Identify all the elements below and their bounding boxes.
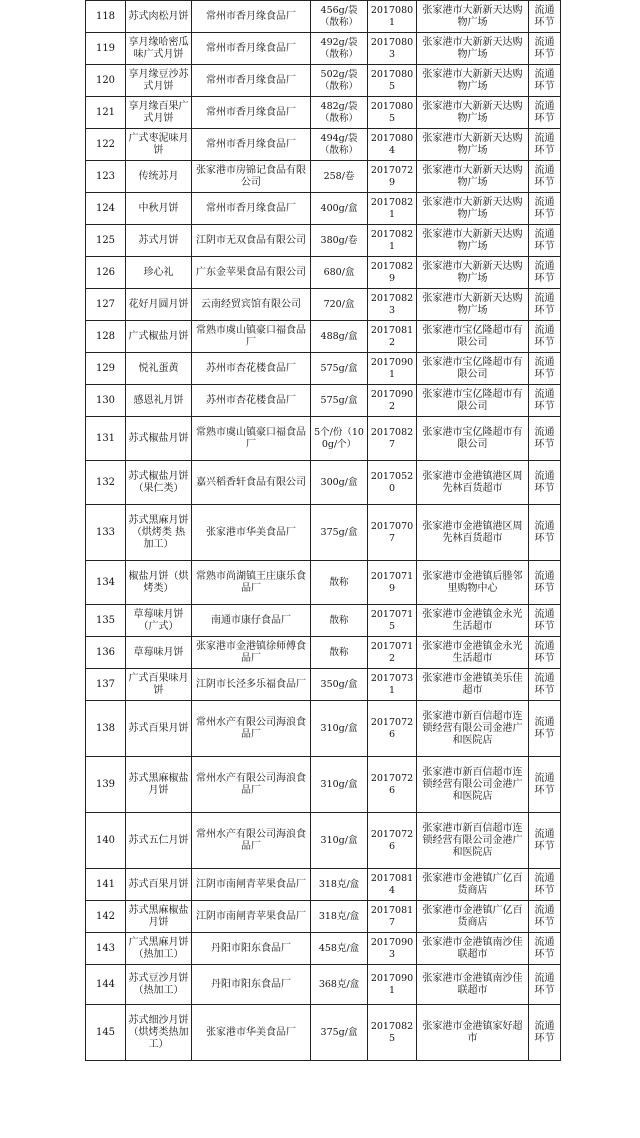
- row-number-cell: 144: [86, 965, 126, 1005]
- production-date-cell: 20170726: [368, 757, 417, 813]
- production-date-cell: 20170829: [368, 257, 417, 289]
- manufacturer-cell: 江阴市南闸青苹果食品厂: [192, 869, 311, 901]
- table-row: [86, 65, 561, 97]
- sampling-place-cell: 张家港市金港镇金永光生活超市: [417, 637, 529, 669]
- production-date-cell: 20170707: [368, 505, 417, 561]
- manufacturer-cell: 丹阳市阳东食品厂: [192, 933, 311, 965]
- sampling-place-cell: 张家港市金港镇广亿百货商店: [417, 901, 529, 933]
- sampling-place-cell: 张家港市新百信超市连锁经营有限公司金港广和医院店: [417, 813, 529, 869]
- production-date-cell: 20170805: [368, 65, 417, 97]
- row-number-cell: 120: [86, 65, 126, 97]
- production-date-cell: 20170901: [368, 353, 417, 385]
- product-name-cell: 珍心礼: [126, 257, 192, 289]
- sampling-link-cell: 流通环节: [529, 321, 561, 353]
- specification-cell: 720/盒: [311, 289, 368, 321]
- production-date-cell: 20170719: [368, 561, 417, 605]
- sampling-link-cell: 流通环节: [529, 637, 561, 669]
- sampling-place-cell: 张家港市金港镇广亿百货商店: [417, 869, 529, 901]
- row-number-cell: 138: [86, 701, 126, 757]
- row-number-cell: 133: [86, 505, 126, 561]
- sampling-place-cell: 张家港市大新新天达购物广场: [417, 33, 529, 65]
- row-number-cell: 124: [86, 193, 126, 225]
- sampling-place-cell: 张家港市大新新天达购物广场: [417, 225, 529, 257]
- table-row: [86, 813, 561, 869]
- sampling-link-cell: 流通环节: [529, 669, 561, 701]
- product-name-cell: 广式椒盐月饼: [126, 321, 192, 353]
- table-row: [86, 353, 561, 385]
- product-name-cell: 苏式黑麻月饼（烘烤类 热加工）: [126, 505, 192, 561]
- production-date-cell: 20170520: [368, 461, 417, 505]
- product-name-cell: 草莓味月饼: [126, 637, 192, 669]
- manufacturer-cell: 张家港市华美食品厂: [192, 505, 311, 561]
- specification-cell: 502g/袋（散称）: [311, 65, 368, 97]
- row-number-cell: 130: [86, 385, 126, 417]
- table-row: [86, 161, 561, 193]
- sampling-link-cell: 流通环节: [529, 901, 561, 933]
- manufacturer-cell: 张家港市华美食品厂: [192, 1005, 311, 1061]
- production-date-cell: 20170901: [368, 965, 417, 1005]
- row-number-cell: 126: [86, 257, 126, 289]
- sampling-link-cell: 流通环节: [529, 353, 561, 385]
- table-row: [86, 321, 561, 353]
- row-number-cell: 141: [86, 869, 126, 901]
- manufacturer-cell: 常熟市虞山镇豪口福食品厂: [192, 321, 311, 353]
- table-row: [86, 605, 561, 637]
- table-row: [86, 637, 561, 669]
- specification-cell: 380g/卷: [311, 225, 368, 257]
- production-date-cell: 20170726: [368, 813, 417, 869]
- sampling-link-cell: 流通环节: [529, 701, 561, 757]
- results-table-container: [85, 0, 560, 1061]
- sampling-place-cell: 张家港市大新新天达购物广场: [417, 97, 529, 129]
- sampling-link-cell: 流通环节: [529, 561, 561, 605]
- table-row: [86, 1005, 561, 1061]
- row-number-cell: 128: [86, 321, 126, 353]
- sampling-link-cell: 流通环节: [529, 933, 561, 965]
- manufacturer-cell: 江阴市南闸青苹果食品厂: [192, 901, 311, 933]
- specification-cell: 375g/盒: [311, 1005, 368, 1061]
- table-row: [86, 417, 561, 461]
- specification-cell: 散称: [311, 561, 368, 605]
- specification-cell: 258/卷: [311, 161, 368, 193]
- sampling-link-cell: 流通环节: [529, 193, 561, 225]
- sampling-place-cell: 张家港市宝亿隆超市有限公司: [417, 353, 529, 385]
- row-number-cell: 127: [86, 289, 126, 321]
- sampling-place-cell: 张家港市宝亿隆超市有限公司: [417, 321, 529, 353]
- row-number-cell: 119: [86, 33, 126, 65]
- sampling-link-cell: 流通环节: [529, 97, 561, 129]
- manufacturer-cell: 苏州市杏花楼食品厂: [192, 385, 311, 417]
- product-name-cell: 苏式椒盐月饼: [126, 417, 192, 461]
- production-date-cell: 20170902: [368, 385, 417, 417]
- row-number-cell: 140: [86, 813, 126, 869]
- product-name-cell: 传统苏月: [126, 161, 192, 193]
- product-name-cell: 草莓味月饼（广式）: [126, 605, 192, 637]
- specification-cell: 456g/袋（散称）: [311, 1, 368, 33]
- production-date-cell: 20170825: [368, 1005, 417, 1061]
- results-table-body: [86, 1, 561, 1061]
- sampling-link-cell: 流通环节: [529, 605, 561, 637]
- product-name-cell: 享月缘哈密瓜味广式月饼: [126, 33, 192, 65]
- table-row: [86, 1, 561, 33]
- specification-cell: 300g/盒: [311, 461, 368, 505]
- manufacturer-cell: 张家港市金港镇徐师傅食品厂: [192, 637, 311, 669]
- production-date-cell: 20170821: [368, 225, 417, 257]
- row-number-cell: 135: [86, 605, 126, 637]
- sampling-place-cell: 张家港市大新新天达购物广场: [417, 129, 529, 161]
- row-number-cell: 129: [86, 353, 126, 385]
- production-date-cell: 20170812: [368, 321, 417, 353]
- specification-cell: 散称: [311, 637, 368, 669]
- sampling-link-cell: 流通环节: [529, 965, 561, 1005]
- manufacturer-cell: 常州水产有限公司海浪食品厂: [192, 813, 311, 869]
- production-date-cell: 20170712: [368, 637, 417, 669]
- production-date-cell: 20170715: [368, 605, 417, 637]
- row-number-cell: 145: [86, 1005, 126, 1061]
- product-name-cell: 享月缘百果广式月饼: [126, 97, 192, 129]
- production-date-cell: 20170729: [368, 161, 417, 193]
- manufacturer-cell: 南通市康仔食品厂: [192, 605, 311, 637]
- product-name-cell: 中秋月饼: [126, 193, 192, 225]
- sampling-place-cell: 张家港市宝亿隆超市有限公司: [417, 417, 529, 461]
- manufacturer-cell: 常州水产有限公司海浪食品厂: [192, 757, 311, 813]
- specification-cell: 350g/盒: [311, 669, 368, 701]
- manufacturer-cell: 常州水产有限公司海浪食品厂: [192, 701, 311, 757]
- specification-cell: 310g/盒: [311, 701, 368, 757]
- production-date-cell: 20170903: [368, 933, 417, 965]
- table-row: [86, 257, 561, 289]
- sampling-place-cell: 张家港市大新新天达购物广场: [417, 161, 529, 193]
- row-number-cell: 125: [86, 225, 126, 257]
- sampling-link-cell: 流通环节: [529, 461, 561, 505]
- manufacturer-cell: 常州市香月缘食品厂: [192, 33, 311, 65]
- product-name-cell: 苏式椒盐月饼（果仁类）: [126, 461, 192, 505]
- production-date-cell: 20170726: [368, 701, 417, 757]
- specification-cell: 458克/盒: [311, 933, 368, 965]
- production-date-cell: 20170805: [368, 97, 417, 129]
- specification-cell: 310g/盒: [311, 757, 368, 813]
- sampling-place-cell: 张家港市金港镇港区周先林百货超市: [417, 461, 529, 505]
- results-table: [85, 0, 561, 1061]
- table-row: [86, 701, 561, 757]
- specification-cell: 5个/份（100g/个）: [311, 417, 368, 461]
- table-row: [86, 901, 561, 933]
- product-name-cell: 广式百果味月饼: [126, 669, 192, 701]
- table-row: [86, 933, 561, 965]
- sampling-place-cell: 张家港市宝亿隆超市有限公司: [417, 385, 529, 417]
- sampling-link-cell: 流通环节: [529, 757, 561, 813]
- specification-cell: 575g/盒: [311, 353, 368, 385]
- production-date-cell: 20170817: [368, 901, 417, 933]
- specification-cell: 680/盒: [311, 257, 368, 289]
- sampling-link-cell: 流通环节: [529, 813, 561, 869]
- production-date-cell: 20170801: [368, 1, 417, 33]
- production-date-cell: 20170827: [368, 417, 417, 461]
- manufacturer-cell: 江阴市无双食品有限公司: [192, 225, 311, 257]
- manufacturer-cell: 常州市香月缘食品厂: [192, 65, 311, 97]
- sampling-link-cell: 流通环节: [529, 65, 561, 97]
- manufacturer-cell: 常州市香月缘食品厂: [192, 193, 311, 225]
- manufacturer-cell: 丹阳市阳东食品厂: [192, 965, 311, 1005]
- sampling-link-cell: 流通环节: [529, 33, 561, 65]
- row-number-cell: 131: [86, 417, 126, 461]
- sampling-place-cell: 张家港市金港镇南沙佳联超市: [417, 965, 529, 1005]
- sampling-place-cell: 张家港市金港镇港区周先林百货超市: [417, 505, 529, 561]
- sampling-link-cell: 流通环节: [529, 417, 561, 461]
- sampling-place-cell: 张家港市大新新天达购物广场: [417, 1, 529, 33]
- table-row: [86, 129, 561, 161]
- sampling-link-cell: 流通环节: [529, 385, 561, 417]
- sampling-place-cell: 张家港市大新新天达购物广场: [417, 65, 529, 97]
- specification-cell: 482g/袋（散称）: [311, 97, 368, 129]
- specification-cell: 492g/袋（散称）: [311, 33, 368, 65]
- production-date-cell: 20170814: [368, 869, 417, 901]
- manufacturer-cell: 广东金苹果食品有限公司: [192, 257, 311, 289]
- row-number-cell: 132: [86, 461, 126, 505]
- product-name-cell: 悦礼蛋黄: [126, 353, 192, 385]
- specification-cell: 488g/盒: [311, 321, 368, 353]
- product-name-cell: 苏式黑麻椒盐月饼: [126, 757, 192, 813]
- manufacturer-cell: 江阴市长泾多乐福食品厂: [192, 669, 311, 701]
- row-number-cell: 137: [86, 669, 126, 701]
- sampling-link-cell: 流通环节: [529, 289, 561, 321]
- specification-cell: 375g/盒: [311, 505, 368, 561]
- sampling-link-cell: 流通环节: [529, 129, 561, 161]
- sampling-place-cell: 张家港市金港镇金永光生活超市: [417, 605, 529, 637]
- product-name-cell: 广式黑麻月饼（热加工）: [126, 933, 192, 965]
- table-row: [86, 97, 561, 129]
- product-name-cell: 花好月圆月饼: [126, 289, 192, 321]
- sampling-place-cell: 张家港市大新新天达购物广场: [417, 289, 529, 321]
- sampling-place-cell: 张家港市新百信超市连锁经营有限公司金港广和医院店: [417, 701, 529, 757]
- manufacturer-cell: 常熟市虞山镇豪口福食品厂: [192, 417, 311, 461]
- production-date-cell: 20170821: [368, 193, 417, 225]
- product-name-cell: 苏式黑麻椒盐月饼: [126, 901, 192, 933]
- table-row: [86, 289, 561, 321]
- manufacturer-cell: 云南经贸宾馆有限公司: [192, 289, 311, 321]
- specification-cell: 494g/袋（散称）: [311, 129, 368, 161]
- manufacturer-cell: 常州市香月缘食品厂: [192, 1, 311, 33]
- sampling-link-cell: 流通环节: [529, 257, 561, 289]
- product-name-cell: 苏式五仁月饼: [126, 813, 192, 869]
- production-date-cell: 20170823: [368, 289, 417, 321]
- production-date-cell: 20170803: [368, 33, 417, 65]
- product-name-cell: 感恩礼月饼: [126, 385, 192, 417]
- table-row: [86, 561, 561, 605]
- sampling-link-cell: 流通环节: [529, 505, 561, 561]
- product-name-cell: 广式枣泥味月饼: [126, 129, 192, 161]
- product-name-cell: 苏式豆沙月饼（热加工）: [126, 965, 192, 1005]
- product-name-cell: 苏式月饼: [126, 225, 192, 257]
- manufacturer-cell: 苏州市杏花楼食品厂: [192, 353, 311, 385]
- table-row: [86, 669, 561, 701]
- sampling-link-cell: 流通环节: [529, 225, 561, 257]
- row-number-cell: 121: [86, 97, 126, 129]
- sampling-place-cell: 张家港市金港镇家好超市: [417, 1005, 529, 1061]
- row-number-cell: 143: [86, 933, 126, 965]
- product-name-cell: 享月缘豆沙苏式月饼: [126, 65, 192, 97]
- production-date-cell: 20170804: [368, 129, 417, 161]
- row-number-cell: 134: [86, 561, 126, 605]
- table-row: [86, 385, 561, 417]
- sampling-place-cell: 张家港市新百信超市连锁经营有限公司金港广和医院店: [417, 757, 529, 813]
- product-name-cell: 椒盐月饼（烘烤类）: [126, 561, 192, 605]
- table-row: [86, 225, 561, 257]
- row-number-cell: 122: [86, 129, 126, 161]
- row-number-cell: 136: [86, 637, 126, 669]
- row-number-cell: 139: [86, 757, 126, 813]
- specification-cell: 318克/盒: [311, 901, 368, 933]
- row-number-cell: 142: [86, 901, 126, 933]
- manufacturer-cell: 常州市香月缘食品厂: [192, 129, 311, 161]
- specification-cell: 575g/盒: [311, 385, 368, 417]
- row-number-cell: 118: [86, 1, 126, 33]
- manufacturer-cell: 嘉兴稻香轩食品有限公司: [192, 461, 311, 505]
- sampling-place-cell: 张家港市金港镇美乐佳超市: [417, 669, 529, 701]
- product-name-cell: 苏式百果月饼: [126, 869, 192, 901]
- row-number-cell: 123: [86, 161, 126, 193]
- manufacturer-cell: 常熟市尚湖镇王庄康乐食品厂: [192, 561, 311, 605]
- specification-cell: 318克/盒: [311, 869, 368, 901]
- manufacturer-cell: 常州市香月缘食品厂: [192, 97, 311, 129]
- table-row: [86, 757, 561, 813]
- sampling-place-cell: 张家港市金港镇后塍邻里购物中心: [417, 561, 529, 605]
- specification-cell: 散称: [311, 605, 368, 637]
- product-name-cell: 苏式百果月饼: [126, 701, 192, 757]
- manufacturer-cell: 张家港市房锦记食品有限公司: [192, 161, 311, 193]
- sampling-place-cell: 张家港市大新新天达购物广场: [417, 193, 529, 225]
- specification-cell: 400g/盒: [311, 193, 368, 225]
- specification-cell: 368克/盒: [311, 965, 368, 1005]
- sampling-place-cell: 张家港市大新新天达购物广场: [417, 257, 529, 289]
- product-name-cell: 苏式肉松月饼: [126, 1, 192, 33]
- sampling-place-cell: 张家港市金港镇南沙佳联超市: [417, 933, 529, 965]
- sampling-link-cell: 流通环节: [529, 869, 561, 901]
- table-row: [86, 505, 561, 561]
- production-date-cell: 20170731: [368, 669, 417, 701]
- specification-cell: 310g/盒: [311, 813, 368, 869]
- sampling-link-cell: 流通环节: [529, 161, 561, 193]
- table-row: [86, 193, 561, 225]
- sampling-link-cell: 流通环节: [529, 1, 561, 33]
- table-row: [86, 33, 561, 65]
- sampling-link-cell: 流通环节: [529, 1005, 561, 1061]
- table-row: [86, 869, 561, 901]
- product-name-cell: 苏式细沙月饼（烘烤类热加工）: [126, 1005, 192, 1061]
- table-row: [86, 461, 561, 505]
- table-row: [86, 965, 561, 1005]
